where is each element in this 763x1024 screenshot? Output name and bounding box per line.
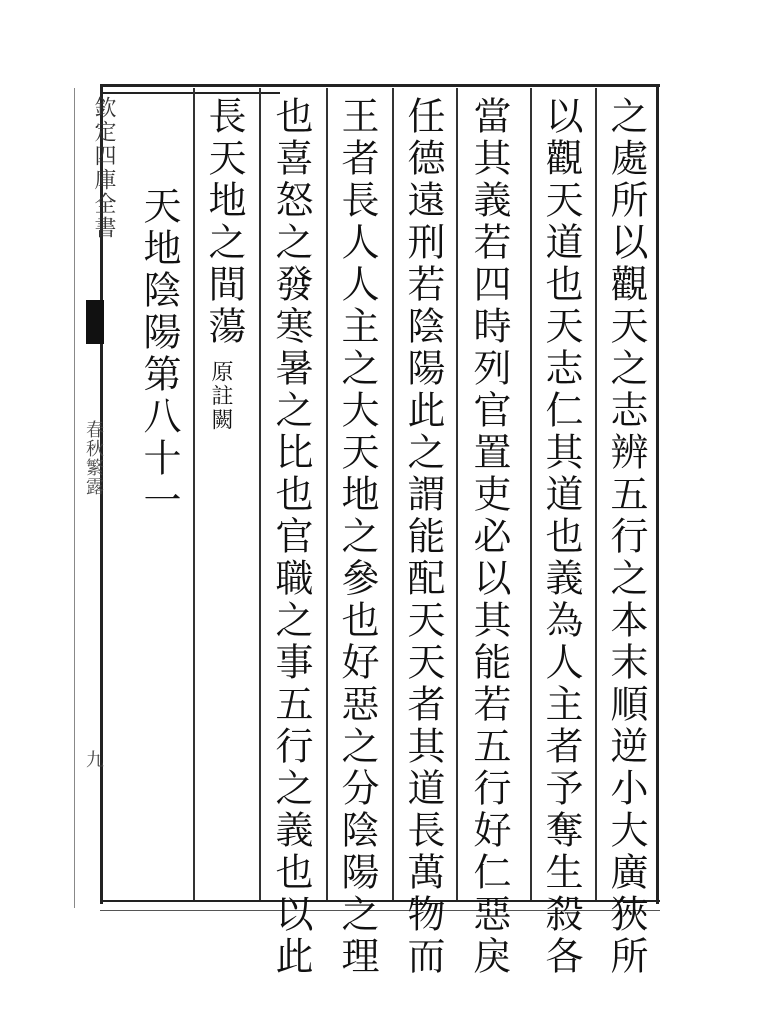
text-column-3: 當其義若四時列官置吏必以其能若五行好仁惡戾 (467, 96, 511, 978)
text-column-6: 也喜怒之發寒暑之比也官職之事五行之義也以此 (269, 96, 313, 978)
frame-top-border (100, 84, 660, 87)
text-column-4: 任德遠刑若陰陽此之謂能配天天者其道長萬物而 (401, 96, 445, 978)
annotation-note: 原註闕 (208, 360, 233, 432)
left-edge-title: 欽定四庫全書 (91, 96, 116, 240)
text-column-5: 王者長人人主之大天地之參也好惡之分陰陽之理 (335, 96, 379, 978)
column-divider (595, 88, 597, 900)
column-divider (392, 88, 394, 900)
margin-rule (74, 88, 75, 908)
text-column-2: 以觀天道也天志仁其道也義為人主者予奪生殺各 (539, 96, 583, 978)
text-column-7: 長天地之間蕩 (202, 96, 246, 348)
column-divider (456, 88, 458, 900)
column-divider (530, 88, 532, 900)
frame-right-border (656, 84, 659, 904)
column-divider (259, 88, 261, 900)
page-number: 九 (83, 750, 104, 769)
column-divider (193, 88, 195, 900)
book-title-margin: 春秋繁露 (83, 420, 104, 496)
text-column-1: 之處所以觀天之志辨五行之本末順逆小大廣狹所 (604, 96, 648, 978)
fish-tail-mark (86, 300, 104, 344)
column-divider (326, 88, 328, 900)
chapter-title: 天地陰陽第八十一 (137, 186, 181, 522)
frame-top-border-inner (100, 92, 280, 94)
